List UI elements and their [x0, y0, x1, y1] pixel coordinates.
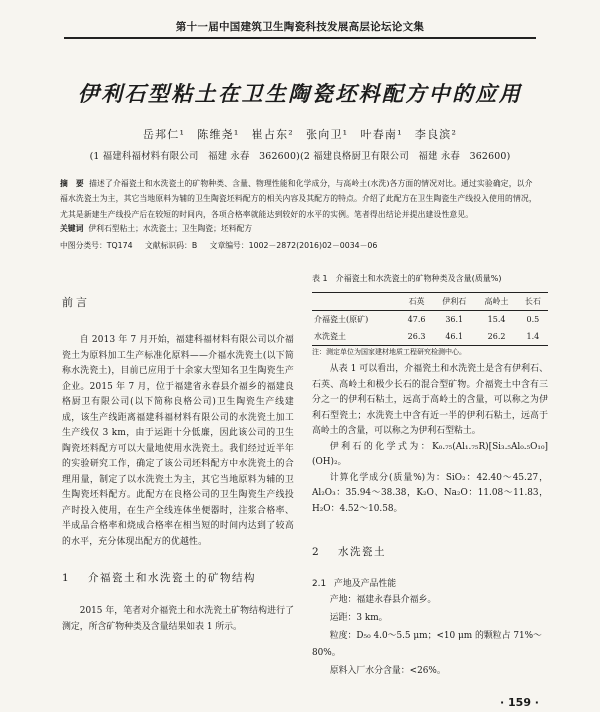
- preface-heading: 前言: [62, 296, 90, 309]
- abstract-text: 描述了介福瓷土和水洗瓷土的矿物种类、含量、物理性能和化学成分，与高岭土(水洗)各方面的情况对比。通过实验确定，以介福水洗瓷土为主，其它当地原料为辅的卫生陶瓷坯料配方的相关内容及其配方的特点。介绍了此配方在卫生陶瓷生产线投入使用的情况，尤其是新建生产线投产后在较短的时间内，各项合格率就能达到较好的水平的实例。笔者得出结论并提出建设性意见。: [60, 179, 537, 219]
- table-cell: 介福瓷土(原矿): [314, 315, 369, 324]
- spec-line: 运距：3 km。: [329, 612, 388, 623]
- table-cell: 46.1: [445, 332, 464, 341]
- table-row: [312, 328, 548, 346]
- classification-line: [60, 240, 538, 251]
- table-cell: 1.4: [526, 332, 540, 341]
- table-cell: 0.5: [526, 315, 540, 324]
- table-1: [312, 292, 548, 346]
- doc-code: 文献标识码：B: [145, 241, 198, 250]
- preface-body: [62, 333, 294, 550]
- clc-number: 中图分类号：TQ174: [60, 241, 133, 250]
- table-header-cell: [312, 293, 400, 311]
- table-header-row: [312, 293, 548, 311]
- table-header-cell: 高岭土: [484, 297, 509, 306]
- article-number: 文章编号：1002－2872(2016)02－0034－06: [209, 241, 378, 250]
- section-2-heading: [312, 544, 386, 559]
- table-cell: 36.1: [445, 315, 464, 324]
- keywords: [60, 222, 538, 235]
- abstract: [60, 176, 538, 222]
- paper-title: 伊利石型粘土在卫生陶瓷坯料配方中的应用: [77, 82, 523, 106]
- affiliations: (1 福建科福材料有限公司 福建 永春 362600)(2 福建良格厨卫有限公司 福建 永春 362600): [89, 151, 511, 162]
- spec-line: 原料入厂水分含量：<26%。: [329, 666, 446, 677]
- subsection-2-1-heading: [312, 576, 396, 589]
- section-1-title: 介福瓷土和水洗瓷土的矿物结构: [88, 572, 256, 584]
- section-1-body: [62, 604, 294, 635]
- keywords-text: 伊利石型粘土；水洗瓷土；卫生陶瓷；坯料配方: [88, 224, 253, 233]
- right-paragraph: 从表 1 可以看出，介福瓷土和水洗瓷土是含有伊利石、石英、高岭土和极少长石的混合型矿物。介福瓷土中含有三分之一的伊利石粘土，远高于高岭土的含量，可以称之为伊利石型瓷土；水洗瓷土中含有近一半的伊利石粘土，远高于高岭土的含量，可以称之为伊利石型粘土。: [312, 364, 548, 436]
- subsection-2-1-title: 产地及产品性能: [334, 579, 397, 589]
- table-header-cell: 石英: [408, 297, 425, 306]
- section-1-heading: [62, 570, 256, 585]
- author-list: 岳邦仁¹ 陈维尧¹ 崔占东² 张向卫¹ 叶春南¹ 李良滨²: [142, 128, 458, 141]
- spec-line: 产地：福建永春县介福乡。: [329, 595, 437, 605]
- mineral-analysis-body: [312, 362, 548, 517]
- section-2-number: 2: [312, 546, 321, 558]
- table-cell: 47.6: [407, 315, 426, 324]
- section-1-number: 1: [62, 572, 71, 584]
- table-1-note: 注：测定单位为国家建材地质工程研究检测中心。: [312, 348, 466, 356]
- right-paragraph: 计算化学成分(质量%)为：SiO₂：42.40～45.27，Al₂O₃：35.94～38.38，K₂O、Na₂O：11.08～11.83，H₂O：4.52～10.58。: [312, 472, 548, 514]
- table-row: [312, 311, 548, 329]
- preface-paragraph: 自 2013 年 7 月开始，福建科福材料有限公司以介福瓷土为原料加工生产标准化原料——介福水洗瓷土(以下简称水洗瓷土)，目前已应用于十余家大型知名卫生陶瓷生产企业。2015 年 7 月，位于福建省永春县介福乡的福建良格厨卫有限公司(以下简称良格公司)卫生陶瓷生产线建成，该生产线距离福建科福材料有限公司的水洗瓷土加工生产线仅 3 km，由于运距十分低廉，因此该公司的卫生陶瓷坯料配方可以大量地使用水洗瓷土。我们经过近半年的实验研究工作，确定了该公司坯料配方中水洗瓷土的合理用量，制定了以水洗瓷土为主，其它当地原料为辅的卫生陶瓷坯料配方。此配方在良格公司的卫生陶瓷生产线投产时投入使用，在生产全线连体坐便器时，注浆合格率、半成品合格率和烧成合格率在相当短的时间内达到了较高的水平，充分体现出配方的优越性。: [62, 335, 294, 547]
- section-2-title: 水洗瓷土: [338, 546, 386, 558]
- spec-line: 粒度：D₅₀ 4.0～5.5 μm；<10 μm 的颗粒占 71%～80%。: [312, 630, 542, 659]
- table-cell: 26.2: [487, 332, 506, 341]
- table-header-cell: 伊利石: [442, 297, 467, 306]
- running-header: 第十一届中国建筑卫生陶瓷科技发展高层论坛论文集: [175, 21, 425, 33]
- keywords-label: 关键词: [60, 224, 84, 233]
- subsection-2-1-number: 2.1: [312, 579, 327, 589]
- section-1-paragraph: 2015 年，笔者对介福瓷土和水洗瓷土矿物结构进行了测定，所含矿物种类及含量结果如表 1 所示。: [62, 606, 294, 632]
- right-paragraph: 伊利石的化学式为：K₀.₇₅(Al₁.₇₅R)[Si₃.₅Al₀.₅O₁₀](OH)₂。: [312, 441, 548, 467]
- table-cell: 26.3: [407, 332, 426, 341]
- table-header-cell: 长石: [524, 297, 541, 306]
- page-number: · 159 ·: [500, 696, 539, 709]
- abstract-label: 摘 要: [60, 179, 84, 188]
- table-cell: 水洗瓷土: [314, 332, 346, 341]
- table-1-caption: 表 1 介福瓷土和水洗瓷土的矿物种类及含量(质量%): [312, 274, 502, 283]
- table-cell: 15.4: [487, 315, 506, 324]
- header-rule: [64, 37, 536, 39]
- subsection-2-1-body: [312, 592, 548, 681]
